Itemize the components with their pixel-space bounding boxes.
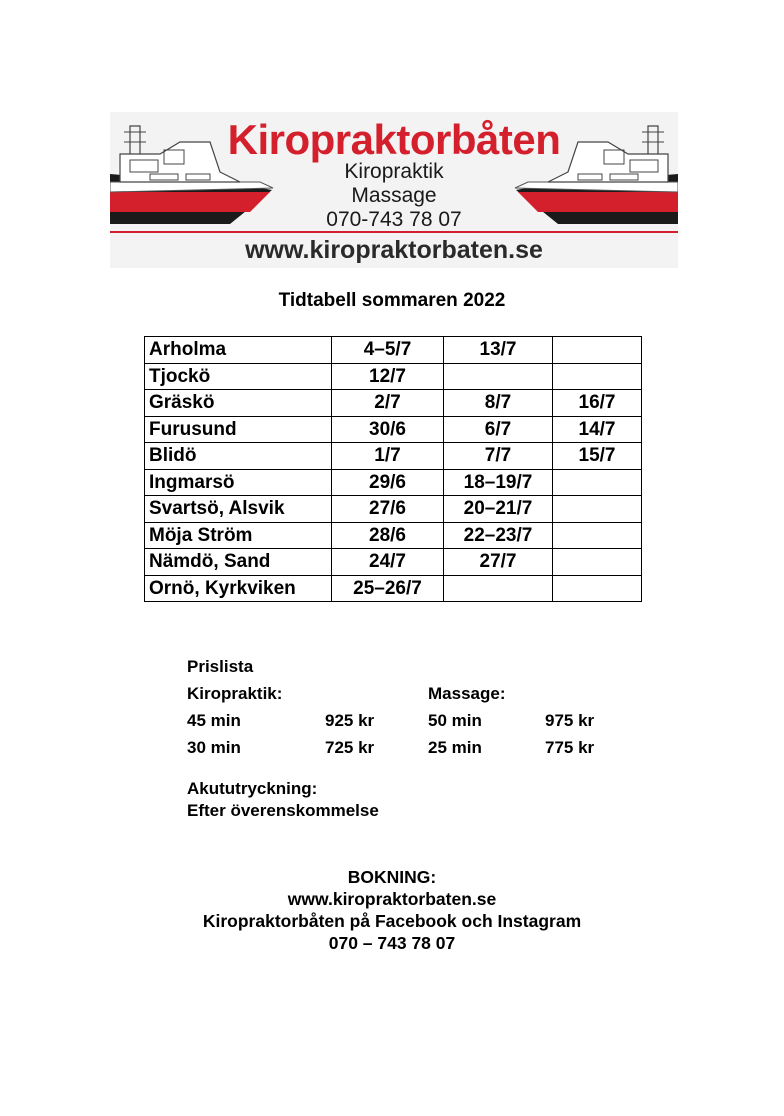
date-cell bbox=[444, 575, 553, 602]
chiro-row1-price: 925 kr bbox=[325, 711, 375, 730]
banner-divider bbox=[110, 231, 678, 233]
chiro-row2-price: 725 kr bbox=[325, 738, 375, 757]
date-cell: 7/7 bbox=[444, 443, 553, 470]
date-cell: 28/6 bbox=[332, 522, 444, 549]
location-cell: Gräskö bbox=[145, 390, 332, 417]
table-row bbox=[145, 337, 642, 364]
date-cell: 22–23/7 bbox=[444, 522, 553, 549]
location-cell: Möja Ström bbox=[145, 522, 332, 549]
massage-row2-time: 25 min bbox=[428, 738, 482, 757]
massage-row1-price: 975 kr bbox=[545, 711, 595, 730]
date-cell: 12/7 bbox=[332, 363, 444, 390]
location-cell: Tjockö bbox=[145, 363, 332, 390]
date-cell: 16/7 bbox=[553, 390, 642, 417]
date-cell: 20–21/7 bbox=[444, 496, 553, 523]
date-cell: 29/6 bbox=[332, 469, 444, 496]
date-cell: 13/7 bbox=[444, 337, 553, 364]
chiro-row1-time: 45 min bbox=[187, 711, 241, 730]
location-cell: Ingmarsö bbox=[145, 469, 332, 496]
date-cell: 27/7 bbox=[444, 549, 553, 576]
chiro-row2-time: 30 min bbox=[187, 738, 241, 757]
date-cell bbox=[553, 575, 642, 602]
location-cell: Nämdö, Sand bbox=[145, 549, 332, 576]
chiro-label: Kiropraktik: bbox=[187, 684, 283, 703]
table-row bbox=[145, 443, 642, 470]
date-cell: 27/6 bbox=[332, 496, 444, 523]
date-cell: 15/7 bbox=[553, 443, 642, 470]
location-cell: Furusund bbox=[145, 416, 332, 443]
date-cell: 24/7 bbox=[332, 549, 444, 576]
service-chiropractic: Kiropraktik bbox=[344, 160, 444, 183]
banner-website: www.kiropraktorbaten.se bbox=[245, 236, 543, 264]
date-cell: 1/7 bbox=[332, 443, 444, 470]
booking-section bbox=[0, 866, 784, 954]
date-cell: 30/6 bbox=[332, 416, 444, 443]
date-cell: 4–5/7 bbox=[332, 337, 444, 364]
urgent-value: Efter överenskommelse bbox=[187, 801, 379, 820]
date-cell: 6/7 bbox=[444, 416, 553, 443]
date-cell: 18–19/7 bbox=[444, 469, 553, 496]
date-cell bbox=[444, 363, 553, 390]
brand-logo: Kiropraktorbåten bbox=[227, 116, 561, 163]
booking-heading: BOKNING: bbox=[347, 867, 437, 887]
table-row bbox=[145, 575, 642, 602]
date-cell bbox=[553, 522, 642, 549]
location-cell: Ornö, Kyrkviken bbox=[145, 575, 332, 602]
table-row bbox=[145, 469, 642, 496]
massage-row1-time: 50 min bbox=[428, 711, 482, 730]
date-cell: 8/7 bbox=[444, 390, 553, 417]
date-cell bbox=[553, 337, 642, 364]
service-massage: Massage bbox=[351, 184, 437, 207]
date-cell: 14/7 bbox=[553, 416, 642, 443]
massage-row2-price: 775 kr bbox=[545, 738, 595, 757]
banner-phone: 070-743 78 07 bbox=[326, 208, 462, 231]
table-row bbox=[145, 549, 642, 576]
massage-label: Massage: bbox=[428, 684, 506, 703]
page-title: Tidtabell sommaren 2022 bbox=[278, 290, 506, 311]
table-row bbox=[145, 363, 642, 390]
date-cell: 2/7 bbox=[332, 390, 444, 417]
booking-website[interactable]: www.kiropraktorbaten.se bbox=[287, 889, 497, 909]
location-cell: Svartsö, Alsvik bbox=[145, 496, 332, 523]
schedule-table bbox=[144, 336, 642, 602]
booking-phone: 070 – 743 78 07 bbox=[328, 933, 456, 953]
table-row bbox=[145, 416, 642, 443]
urgent-label: Akututryckning: bbox=[187, 779, 318, 798]
booking-social: Kiropraktorbåten på Facebook och Instagram bbox=[202, 911, 582, 931]
table-row bbox=[145, 390, 642, 417]
table-row bbox=[145, 522, 642, 549]
date-cell bbox=[553, 363, 642, 390]
location-cell: Blidö bbox=[145, 443, 332, 470]
date-cell bbox=[553, 549, 642, 576]
table-row bbox=[145, 496, 642, 523]
header-banner bbox=[110, 112, 678, 268]
date-cell bbox=[553, 469, 642, 496]
date-cell: 25–26/7 bbox=[332, 575, 444, 602]
location-cell: Arholma bbox=[145, 337, 332, 364]
date-cell bbox=[553, 496, 642, 523]
price-list-heading: Prislista bbox=[187, 657, 254, 676]
